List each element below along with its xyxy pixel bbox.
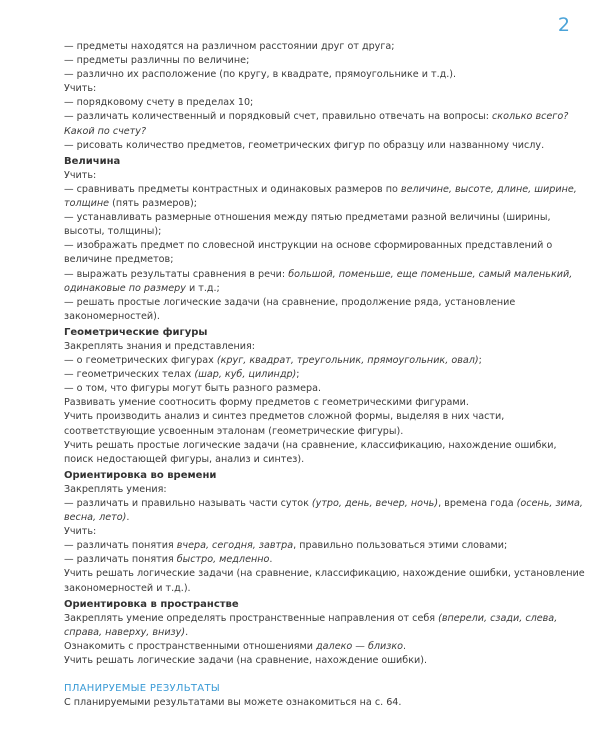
paragraph: Учить решать логические задачи (на сравнение, нахождение ошибки). xyxy=(64,655,428,667)
section-heading: Величина xyxy=(64,155,121,167)
list-item xyxy=(64,354,586,368)
paragraph: Учить: xyxy=(64,83,97,95)
text: — различать понятия xyxy=(64,540,177,552)
paragraph: С планируемыми результатами вы можете ознакомиться на с. 64. xyxy=(64,697,402,709)
section-heading-results: ПЛАНИРУЕМЫЕ РЕЗУЛЬТАТЫ xyxy=(64,683,220,695)
paragraph: Учить: xyxy=(64,169,97,181)
italic-text: (шар, куб, цилиндр) xyxy=(194,369,297,381)
italic-text: (круг, квадрат, треугольник, прямоугольник, овал) xyxy=(216,355,479,367)
list-item: — предметы находятся на различном расстоянии друг от друга; xyxy=(64,41,395,52)
italic-text: сколько всего? Какой по счету? xyxy=(64,111,569,137)
italic-text: (вперели, сзади, слева, справа, наверху, внизу) xyxy=(64,612,558,638)
list-item: — о том, что фигуры могут быть разного размера. xyxy=(64,383,322,395)
text: . xyxy=(185,626,189,638)
list-item xyxy=(64,497,586,525)
text: , времена года xyxy=(438,498,517,509)
italic-text: большой, поменьше, еще поменьше, самый маленький, одинаковые по размеру xyxy=(64,268,573,294)
italic-text: (осень, зима, весна, лето) xyxy=(64,498,583,524)
text: . xyxy=(403,640,407,652)
page-number: 2 xyxy=(557,14,570,36)
text: Ознакомить с пространственными отношениями xyxy=(64,640,317,652)
text: — выражать результаты сравнения в речи: xyxy=(64,268,289,280)
italic-text: быстро, медленно xyxy=(176,554,270,566)
text: — сравнивать предметы контрастных и одинаковых размеров по xyxy=(64,183,401,195)
italic-text: вчера, сегодня, завтра xyxy=(176,540,294,552)
paragraph: Учить решать простые логические задачи (на сравнение, классификацию, нахождение ошибки, поиск недостающей фигуры, анализ и синтез). xyxy=(64,439,557,465)
list-item: — различно их расположение (по кругу, в квадрате, прямоугольнике и т.д.). xyxy=(64,69,457,81)
paragraph: Учить: xyxy=(64,526,97,538)
paragraph: Закреплять умения: xyxy=(64,483,167,495)
paragraph xyxy=(64,640,586,654)
section-heading: Геометрические фигуры xyxy=(64,326,208,338)
text: и т.д.; xyxy=(185,282,220,294)
list-item: — устанавливать размерные отношения между пятью предметами разной величины (ширины, высоты, толщины); xyxy=(64,212,551,238)
list-item xyxy=(64,268,586,296)
text: , правильно пользоваться этими словами; xyxy=(293,540,508,552)
italic-text: величине, высоте, длине, ширине, толщине xyxy=(64,183,577,210)
paragraph: Развивать умение соотносить форму предметов с геометрическими фигурами. xyxy=(64,397,469,409)
text: ; xyxy=(296,369,300,381)
list-item xyxy=(64,183,586,211)
list-item: — порядковому счету в пределах 10; xyxy=(64,97,254,109)
section-heading: Ориентировка в пространстве xyxy=(64,598,239,610)
list-item: — предметы различны по величине; xyxy=(64,55,250,67)
text: — геометрических телах xyxy=(64,369,195,381)
paragraph: Учить решать логические задачи (на сравнение, классификацию, нахождение ошибки, установление закономерностей и т.д.). xyxy=(64,568,585,594)
list-item xyxy=(64,110,586,138)
text: Закреплять умение определять пространственные направления от себя xyxy=(64,612,439,624)
list-item xyxy=(64,539,586,553)
list-item: — решать простые логические задачи (на сравнение, продолжение ряда, установление закономерностей). xyxy=(64,296,516,322)
list-item xyxy=(64,553,586,567)
text: . xyxy=(269,554,273,566)
text: ; xyxy=(478,355,482,367)
page-body xyxy=(64,40,586,710)
text: . xyxy=(126,512,130,524)
list-item: — изображать предмет по словесной инструкции на основе сформированных представлений о величине предметов; xyxy=(64,240,553,266)
italic-text: (утро, день, вечер, ночь) xyxy=(311,498,439,509)
text: — различать и правильно называть части суток xyxy=(64,498,312,509)
list-item: — рисовать количество предметов, геометрических фигур по образцу или названному числу. xyxy=(64,139,545,151)
paragraph: Учить производить анализ и синтез предметов сложной формы, выделяя в них части, соответствующие усвоенным эталонам (геометрические фигуры). xyxy=(64,411,505,437)
paragraph xyxy=(64,612,586,640)
section-heading: Ориентировка во времени xyxy=(64,469,217,481)
text: — различать понятия xyxy=(64,554,177,566)
paragraph: Закреплять знания и представления: xyxy=(64,340,255,352)
list-item xyxy=(64,368,586,382)
italic-text: далеко — близко xyxy=(316,640,403,652)
text: — различать количественный и порядковый счет, правильно отвечать на вопросы: xyxy=(64,111,493,123)
text: — о геометрических фигурах xyxy=(64,355,217,367)
text: (пять размеров); xyxy=(109,198,197,210)
